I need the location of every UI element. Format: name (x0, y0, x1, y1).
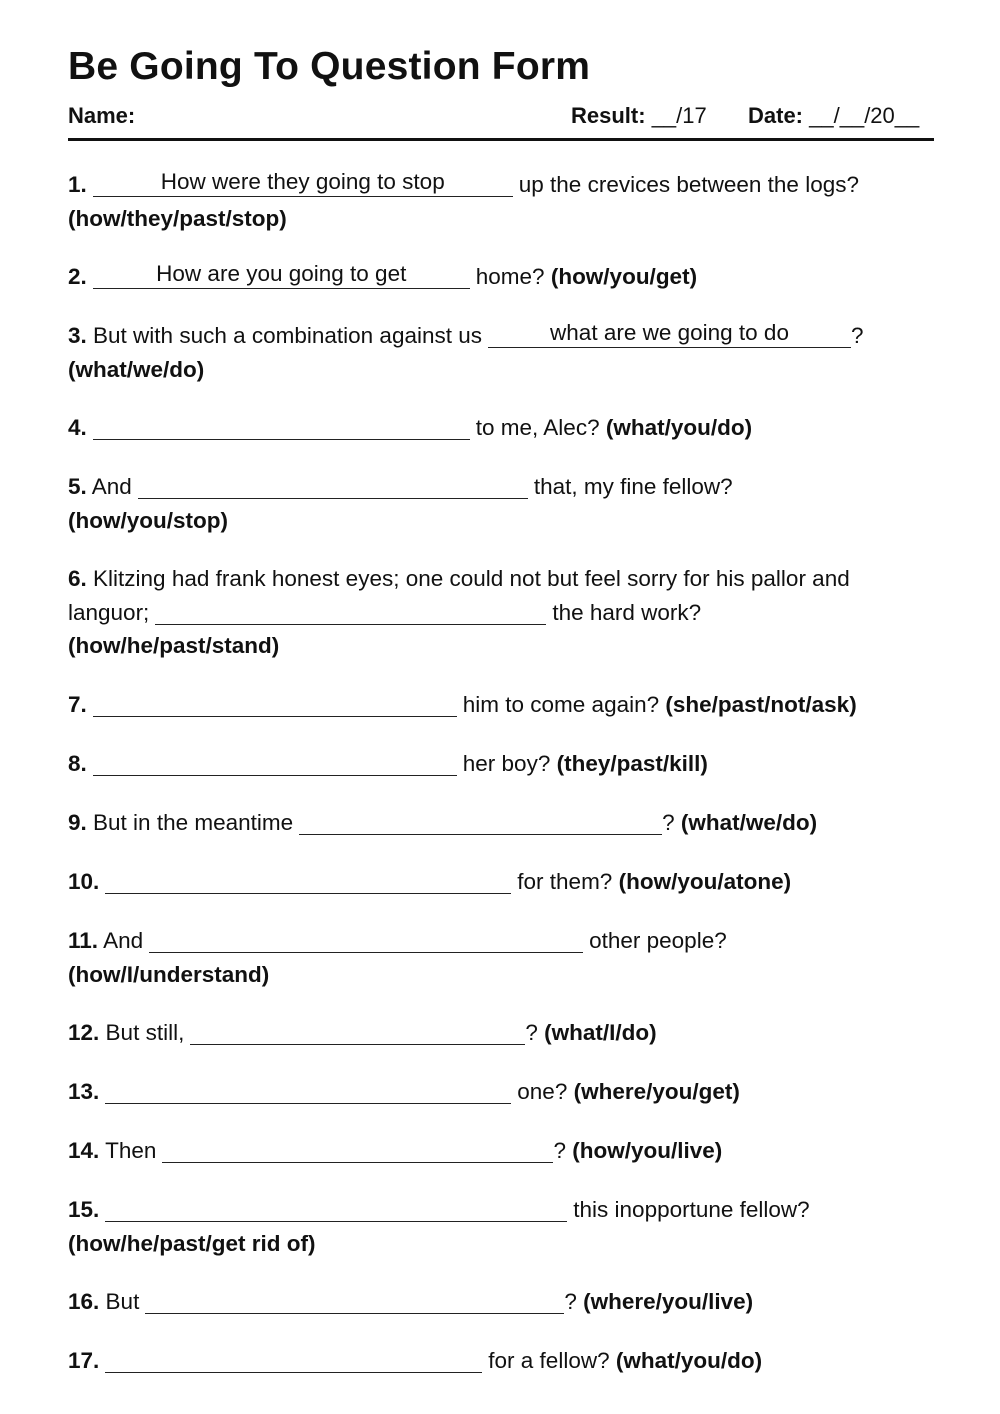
question-hint: (where/you/get) (573, 1079, 740, 1104)
question-hint: (how/you/atone) (618, 869, 792, 894)
answer-blank[interactable] (93, 751, 457, 776)
answer-blank[interactable] (190, 1020, 525, 1045)
question-text-after: up the crevices between the logs? (518, 172, 859, 197)
question-hint: (how/you/live) (572, 1138, 723, 1163)
answer-blank[interactable] (93, 415, 470, 440)
answer-text: what are we going to do (550, 320, 789, 345)
question-13 (68, 1075, 934, 1109)
question-3 (68, 319, 934, 386)
question-text-after: ? (525, 1020, 538, 1045)
question-text-after: this inopportune fellow? (573, 1197, 810, 1222)
question-number: 7. (68, 692, 87, 717)
question-text-after: home? (475, 264, 545, 289)
question-hint: (what/you/do) (605, 415, 753, 440)
question-number: 8. (68, 751, 87, 776)
question-hint: (how/I/understand) (68, 961, 270, 987)
question-number: 10. (68, 869, 100, 894)
question-1 (68, 168, 934, 235)
answer-blank[interactable] (105, 1197, 567, 1222)
date-field (748, 103, 919, 129)
question-text-before: But still, (105, 1020, 185, 1045)
question-10 (68, 865, 934, 899)
result-field (571, 103, 707, 129)
question-text-before: But (105, 1289, 140, 1314)
question-hint: (what/we/do) (68, 356, 205, 382)
question-hint: (what/you/do) (615, 1348, 763, 1373)
question-4 (68, 411, 934, 445)
question-hint: (they/past/kill) (556, 751, 708, 776)
answer-blank[interactable] (162, 1138, 553, 1163)
question-number: 12. (68, 1020, 100, 1045)
date-value: __/__/20__ (809, 103, 920, 128)
answer-blank[interactable] (105, 1079, 511, 1104)
question-number: 9. (68, 810, 87, 835)
question-number: 3. (68, 323, 87, 348)
question-hint: (where/you/live) (583, 1289, 754, 1314)
date-label: Date: (748, 103, 804, 128)
answer-text: How are you going to get (156, 261, 407, 286)
question-6 (68, 562, 908, 663)
question-2 (68, 260, 934, 294)
question-hint: (how/they/past/stop) (68, 205, 287, 231)
answer-blank[interactable] (145, 1289, 564, 1314)
question-text-before: But with such a combination against us (93, 323, 483, 348)
question-11 (68, 924, 934, 991)
question-text-after: one? (517, 1079, 568, 1104)
question-number: 13. (68, 1079, 100, 1104)
question-7 (68, 688, 934, 722)
answer-blank[interactable] (299, 810, 662, 835)
answer-blank[interactable] (488, 320, 851, 348)
question-hint: (she/past/not/ask) (665, 692, 857, 717)
answer-blank[interactable] (105, 869, 511, 894)
question-text-after: other people? (589, 928, 727, 953)
question-text-after: ? (662, 810, 675, 835)
answer-blank[interactable] (93, 169, 513, 197)
question-12 (68, 1016, 934, 1050)
question-text-before: And (103, 928, 144, 953)
question-hint: (how/he/past/stand) (68, 633, 280, 658)
question-text-after: the hard work? (552, 599, 702, 625)
question-hint: (what/we/do) (680, 810, 818, 835)
question-text-after: ? (553, 1138, 566, 1163)
question-text-after: her boy? (462, 751, 551, 776)
question-text-before: Then (105, 1138, 157, 1163)
question-text-before: And (91, 474, 132, 499)
question-hint: (what/I/do) (544, 1020, 657, 1045)
question-number: 1. (68, 172, 87, 197)
question-hint: (how/he/past/get rid of) (68, 1230, 316, 1256)
question-17 (68, 1344, 934, 1378)
question-text-before: Klitzing had frank honest eyes; one could not but feel sorry for his pallor and languor; (68, 566, 850, 625)
answer-blank[interactable] (93, 692, 457, 717)
question-text-after: for them? (517, 869, 613, 894)
question-15 (68, 1193, 934, 1260)
answer-blank[interactable] (155, 600, 546, 625)
question-number: 11. (68, 928, 99, 953)
answer-blank[interactable] (138, 474, 528, 499)
question-text-after: him to come again? (462, 692, 660, 717)
answer-blank[interactable] (105, 1348, 482, 1373)
question-number: 17. (68, 1348, 100, 1373)
question-9 (68, 806, 934, 840)
page-title: Be Going To Question Form (68, 45, 591, 88)
answer-text: How were they going to stop (160, 169, 445, 194)
question-number: 14. (68, 1138, 100, 1163)
question-number: 16. (68, 1289, 100, 1314)
question-text-after: that, my fine fellow? (533, 474, 733, 499)
question-text-before: But in the meantime (93, 810, 294, 835)
question-text-after: ? (564, 1289, 577, 1314)
question-text-after: for a fellow? (488, 1348, 610, 1373)
question-number: 6. (68, 566, 87, 591)
header-divider (68, 138, 934, 141)
answer-blank[interactable] (93, 261, 470, 289)
name-label: Name: (68, 103, 136, 128)
question-number: 15. (68, 1197, 100, 1222)
result-value: __/17 (651, 103, 707, 128)
worksheet-header (68, 103, 934, 131)
question-number: 2. (68, 264, 87, 289)
question-5 (68, 470, 934, 537)
result-label: Result: (571, 103, 646, 128)
question-8 (68, 747, 934, 781)
question-number: 5. (68, 474, 87, 499)
question-16 (68, 1285, 934, 1319)
question-number: 4. (68, 415, 87, 440)
question-hint: (how/you/get) (550, 264, 698, 289)
question-text-after: to me, Alec? (475, 415, 600, 440)
question-hint: (how/you/stop) (68, 507, 228, 533)
question-14 (68, 1134, 934, 1168)
question-text-after: ? (851, 323, 864, 348)
answer-blank[interactable] (149, 928, 583, 953)
